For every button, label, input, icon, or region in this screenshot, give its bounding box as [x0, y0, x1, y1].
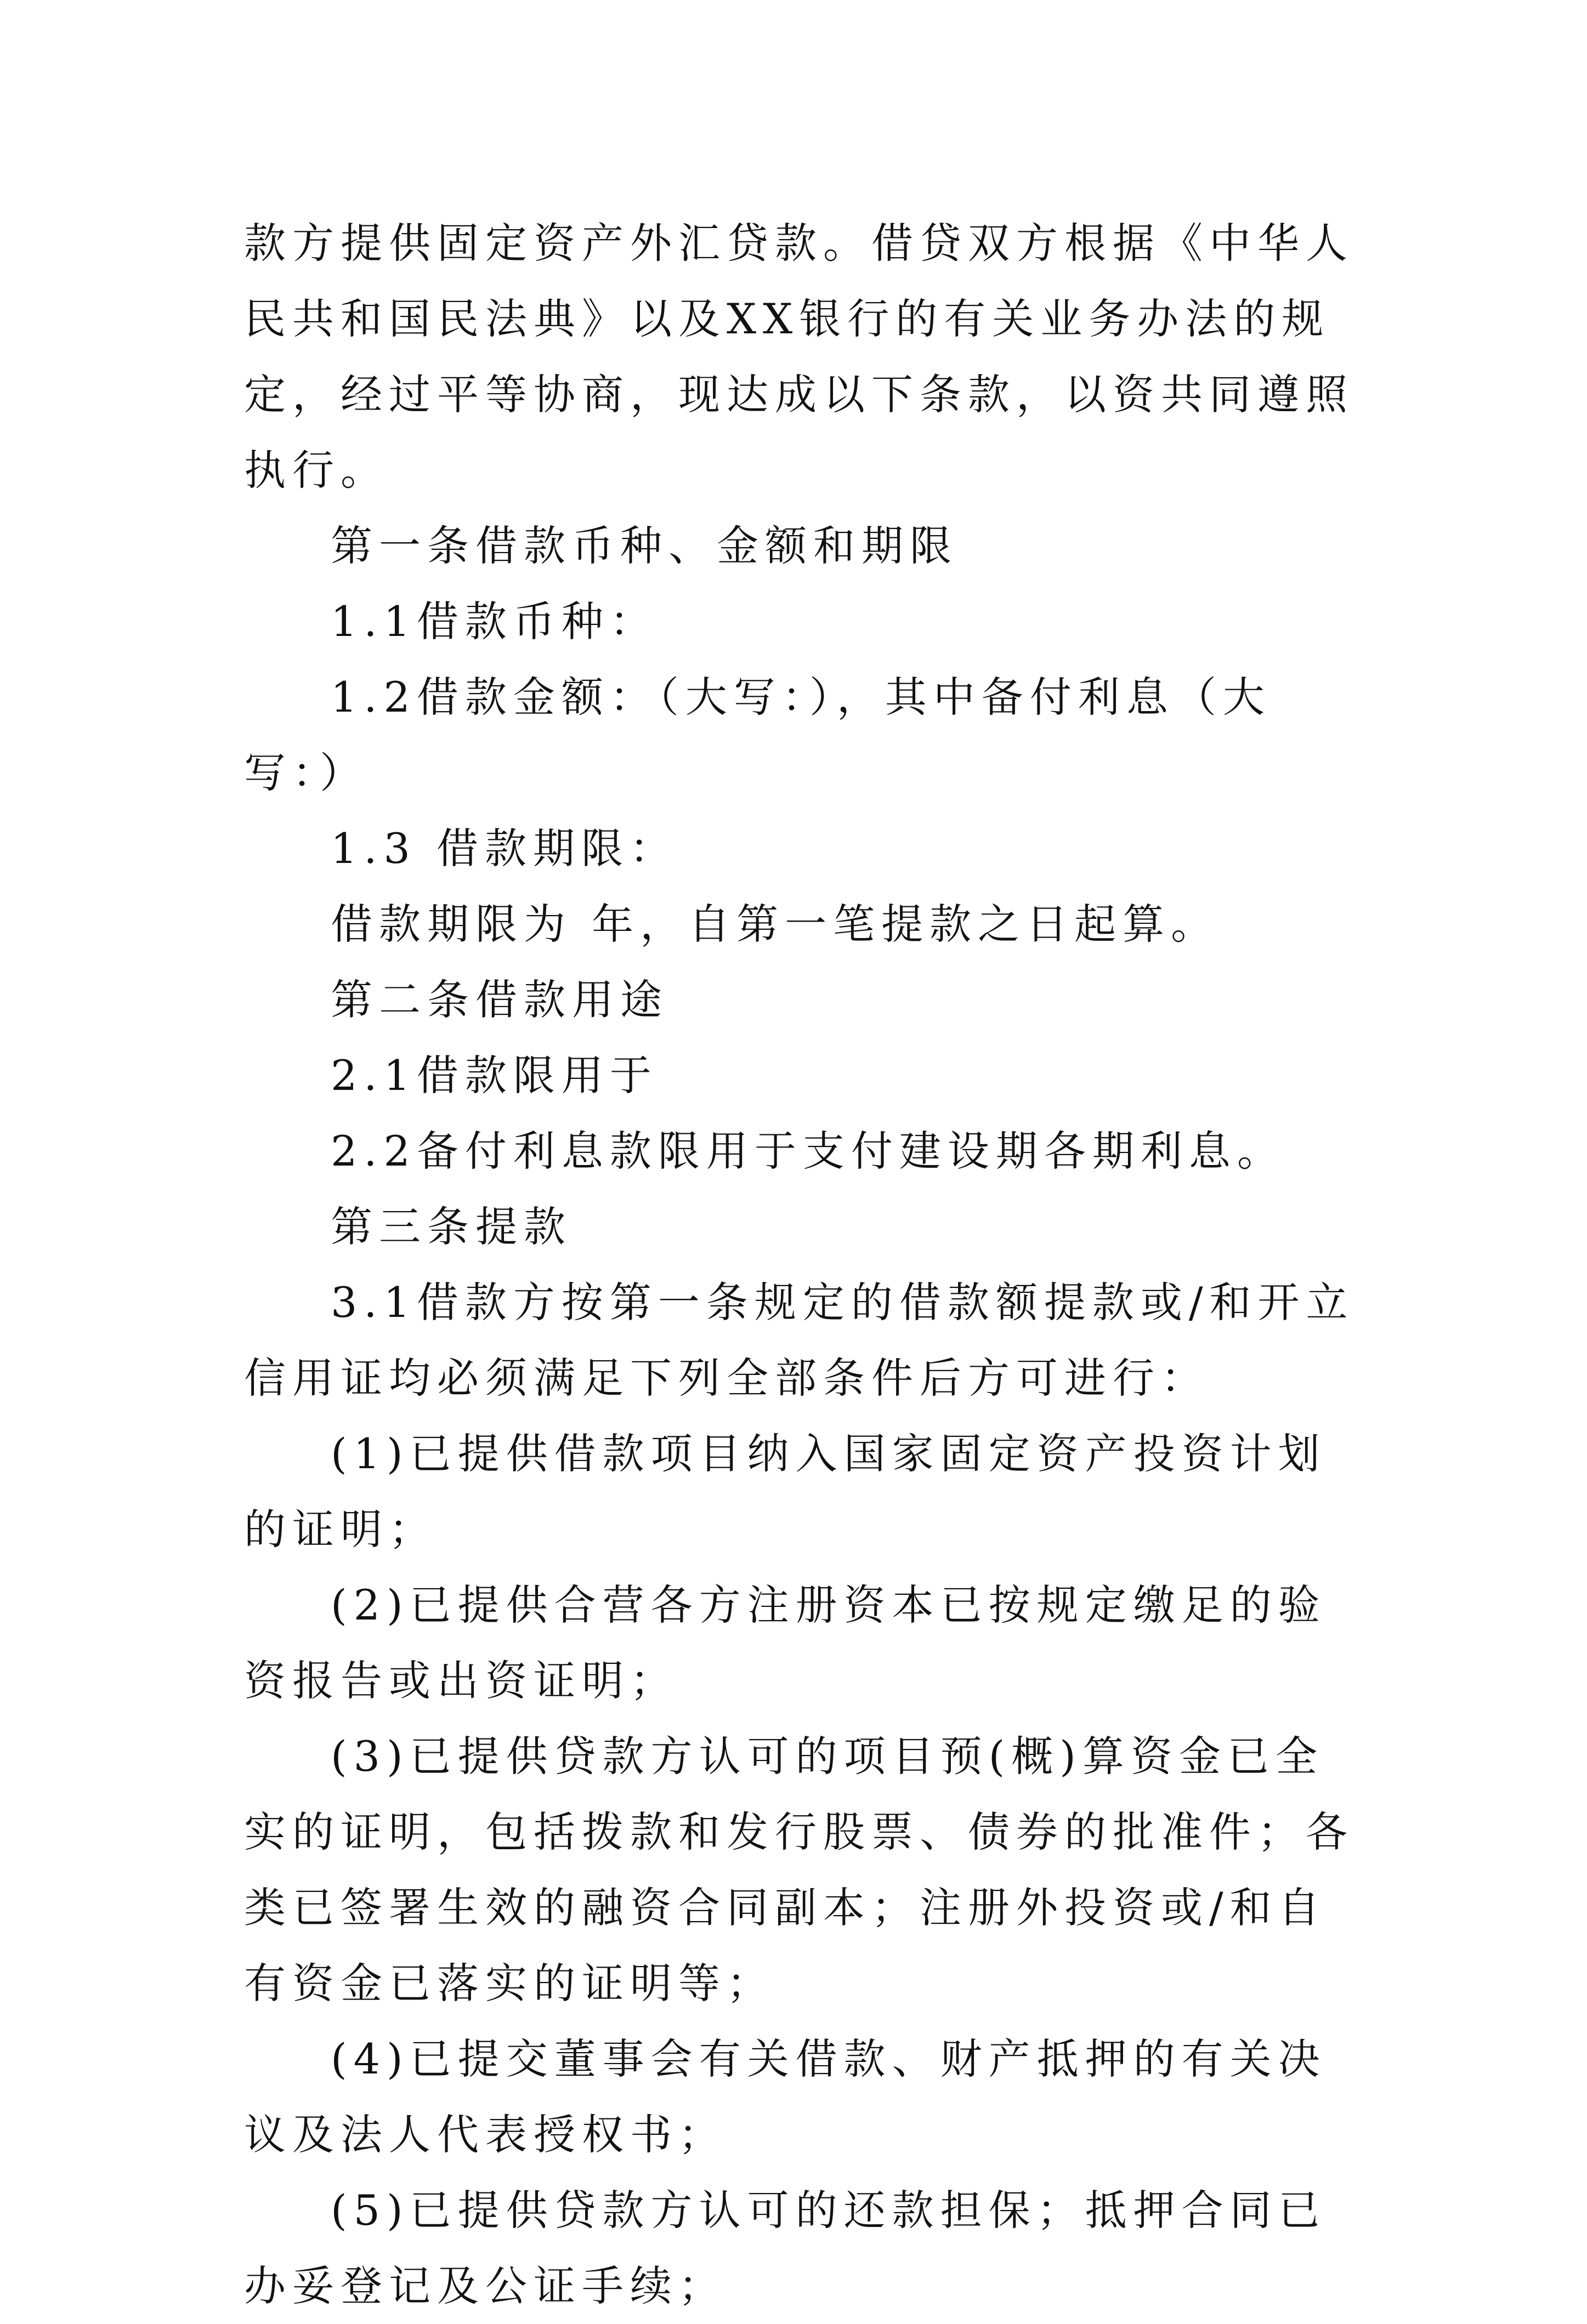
condition-3: (3)已提供贷款方认可的项目预(概)算资金已全实的证明，包括拨款和发行股票、债券的批准件；各类已签署生效的融资合同副本；注册外投资或/和自有资金已落实的证明等；: [244, 1732, 1354, 2008]
clause-1-3: 1.3 借款期限：: [331, 824, 678, 873]
condition-4: (4)已提交董事会有关借款、财产抵押的有关决议及法人代表授权书；: [244, 2035, 1327, 2159]
paragraph-intro: 款方提供固定资产外汇贷款。借贷双方根据《中华人民共和国民法典》以及XX银行的有关业务办法的规定，经过平等协商，现达成以下条款，以资共同遵照执行。: [244, 219, 1354, 495]
document-body: [244, 206, 1363, 2324]
section-heading-3: 第三条提款: [331, 1202, 572, 1251]
condition-5: (5)已提供贷款方认可的还款担保；抵押合同已办妥登记及公证手续；: [244, 2186, 1327, 2310]
section-heading-2: 第二条借款用途: [331, 975, 668, 1024]
clause-2-2: 2.2备付利息款限用于支付建设期各期利息。: [331, 1127, 1285, 1175]
clause-1-3-detail: 借款期限为 年，自第一笔提款之日起算。: [331, 900, 1220, 948]
clause-3-1: 3.1借款方按第一条规定的借款额提款或/和开立信用证均必须满足下列全部条件后方可进行：: [244, 1278, 1354, 1402]
clause-2-1: 2.1借款限用于: [331, 1051, 658, 1100]
section-heading-1: 第一条借款币种、金额和期限: [331, 521, 958, 570]
clause-1-1: 1.1借款币种：: [331, 597, 658, 646]
condition-1: (1)已提供借款项目纳入国家固定资产投资计划的证明；: [244, 1429, 1327, 1554]
condition-2: (2)已提供合营各方注册资本已按规定缴足的验资报告或出资证明；: [244, 1581, 1327, 1705]
clause-1-2: 1.2借款金额：（大写：），其中备付利息（大写：）: [244, 673, 1271, 797]
